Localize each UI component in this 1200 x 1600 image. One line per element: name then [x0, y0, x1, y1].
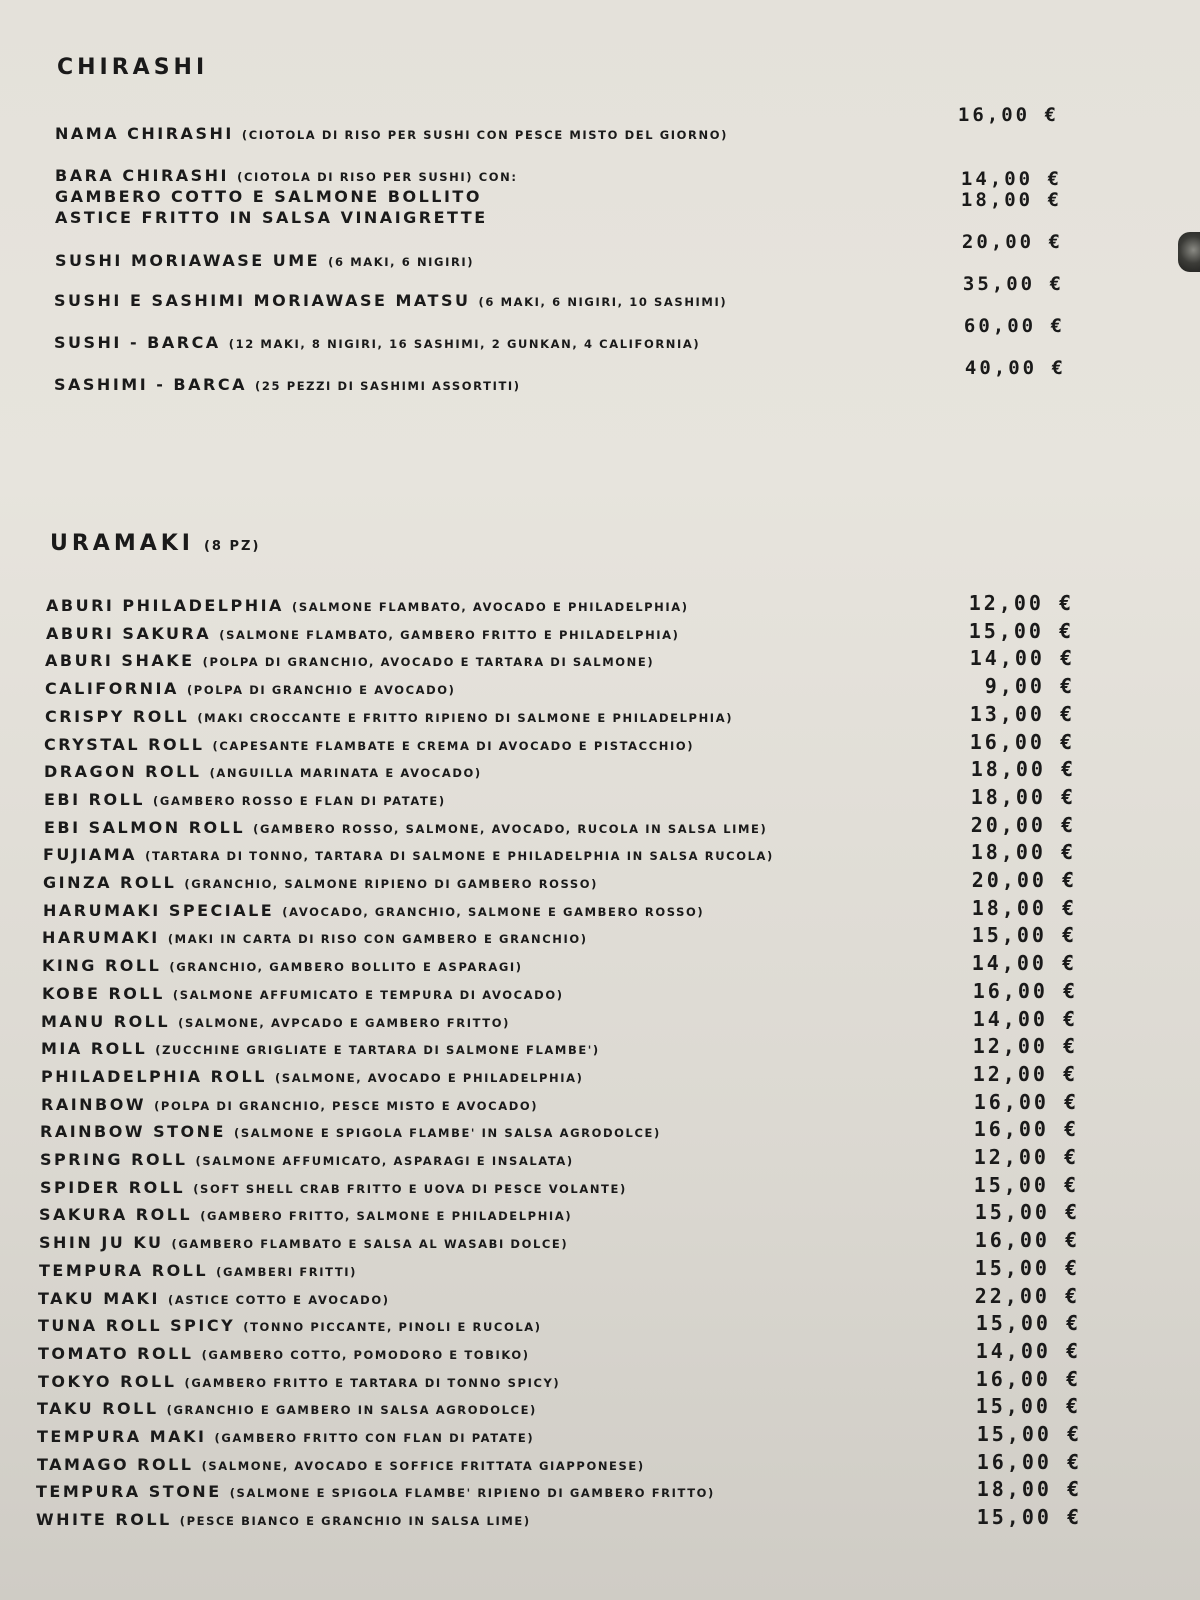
item-name: TEMPURA MAKI [37, 1427, 207, 1446]
item-name: SUSHI E SASHIMI MORIAWASE MATSU [54, 291, 471, 310]
item-price: 16,00 € [969, 729, 1075, 754]
item-price: 14,00 € [975, 1338, 1081, 1363]
menu-item [38, 1289, 390, 1310]
menu-item [54, 375, 521, 396]
item-description: (ZUCCHINE GRIGLIATE E TARTARA DI SALMONE FLAMBE') [155, 1043, 600, 1058]
menu-item [41, 1095, 538, 1116]
menu-item [36, 1482, 715, 1503]
item-name: TAKU ROLL [37, 1399, 159, 1419]
item-name: RAINBOW [41, 1094, 146, 1114]
item-price: 9,00 € [984, 674, 1075, 699]
item-description: (6 MAKI, 6 NIGIRI, 10 SASHIMI) [478, 295, 728, 309]
item-price: 18,00 € [970, 784, 1076, 809]
item-price: 16,00 € [975, 1366, 1081, 1391]
item-name: NAMA CHIRASHI [55, 124, 234, 143]
menu-item [45, 651, 654, 672]
menu-item [43, 901, 704, 922]
menu-item [36, 1510, 531, 1531]
item-name: HARUMAKI [42, 928, 160, 948]
item-description: (GAMBERO FLAMBATO E SALSA AL WASABI DOLCE) [171, 1237, 569, 1252]
item-price: 16,00 € [972, 978, 1078, 1003]
menu-item [44, 735, 694, 756]
item-price: 14,00 € [971, 951, 1077, 976]
menu-item [40, 1150, 574, 1171]
item-description: (GRANCHIO, GAMBERO BOLLITO E ASPARAGI) [169, 960, 523, 975]
section-title: URAMAKI [50, 531, 194, 556]
item-name: TUNA ROLL SPICY [38, 1316, 236, 1336]
item-price: 18,00 € [976, 1477, 1082, 1502]
item-name: MIA ROLL [41, 1039, 148, 1059]
item-description: (GAMBERO COTTO, POMODORO E TOBIKO) [201, 1347, 530, 1362]
item-description: (CIOTOLA DI RISO PER SUSHI CON PESCE MISTO DEL GIORNO) [241, 128, 728, 142]
item-name: BARA CHIRASHI [55, 166, 230, 185]
item-description: (PESCE BIANCO E GRANCHIO IN SALSA LIME) [179, 1514, 531, 1529]
item-name: TAKU MAKI [38, 1288, 160, 1308]
item-description: (GAMBERI FRITTI) [216, 1264, 358, 1279]
item-description: (GAMBERO ROSSO E FLAN DI PATATE) [153, 793, 446, 808]
menu-item [39, 1205, 572, 1226]
item-description: (12 MAKI, 8 NIGIRI, 16 SASHIMI, 2 GUNKAN, 4 CALIFORNIA) [228, 337, 701, 351]
menu-item [42, 984, 564, 1005]
item-description: (POLPA DI GRANCHIO, AVOCADO E TARTARA DI SALMONE) [202, 655, 655, 670]
item-name: SHIN JU KU [39, 1233, 164, 1253]
item-name: TEMPURA STONE [36, 1482, 222, 1502]
item-name: TEMPURA ROLL [39, 1260, 209, 1280]
item-description: (SALMONE E SPIGOLA FLAMBE' RIPIENO DI GAMBERO FRITTO) [229, 1486, 715, 1501]
menu-item [38, 1316, 542, 1337]
item-name: ASTICE FRITTO IN SALSA VINAIGRETTE [55, 208, 488, 227]
menu-item [41, 1067, 584, 1088]
item-name: EBI SALMON ROLL [44, 817, 246, 837]
item-name: SPIDER ROLL [40, 1177, 186, 1197]
item-name: TOKYO ROLL [38, 1371, 177, 1391]
item-price: 15,00 € [976, 1422, 1082, 1446]
item-description: (POLPA DI GRANCHIO E AVOCADO) [186, 683, 456, 698]
menu-item [46, 624, 680, 645]
item-price: 15,00 € [974, 1255, 1080, 1280]
item-price: 13,00 € [969, 701, 1075, 726]
menu-item [55, 251, 474, 272]
item-description: (TARTARA DI TONNO, TARTARA DI SALMONE E PHILADELPHIA IN SALSA RUCOLA) [145, 849, 774, 864]
menu-item [41, 1012, 510, 1033]
menu-item [37, 1455, 645, 1476]
item-name: HARUMAKI SPECIALE [43, 900, 275, 920]
item-description: (SALMONE FLAMBATO, AVOCADO E PHILADELPHIA) [292, 600, 689, 614]
item-name: CRISPY ROLL [45, 706, 190, 726]
item-price: 12,00 € [972, 1034, 1078, 1059]
item-price: 15,00 € [968, 618, 1074, 643]
item-description: (GAMBERO FRITTO CON FLAN DI PATATE) [214, 1431, 535, 1445]
item-name: GAMBERO COTTO E SALMONE BOLLITO [55, 187, 482, 206]
menu-item [45, 679, 456, 700]
item-price: 16,00 € [973, 1089, 1079, 1114]
section-subtitle: (8 PZ) [203, 539, 261, 554]
section-title-uramaki [50, 531, 260, 556]
item-price: 60,00 € [963, 315, 1065, 337]
item-price: 15,00 € [975, 1311, 1081, 1336]
item-price: 16,00 € [974, 1228, 1080, 1253]
menu-item [44, 818, 767, 839]
item-price: 16,00 € [976, 1449, 1082, 1474]
item-description: (GAMBERO FRITTO E TARTARA DI TONNO SPICY) [184, 1375, 561, 1390]
item-description: (SOFT SHELL CRAB FRITTO E UOVA DI PESCE VOLANTE) [193, 1181, 627, 1196]
menu-item [41, 1039, 600, 1060]
item-description: (GAMBERO FRITTO, SALMONE E PHILADELPHIA) [200, 1209, 573, 1224]
item-description: (SALMONE, AVOCADO E PHILADELPHIA) [274, 1070, 584, 1085]
item-description: (SALMONE, AVOCADO E SOFFICE FRITTATA GIAPPONESE) [201, 1458, 645, 1473]
menu-item [55, 208, 488, 228]
item-price: 16,00 € [973, 1117, 1079, 1142]
item-description: (TONNO PICCANTE, PINOLI E RUCOLA) [243, 1320, 542, 1335]
menu-item [54, 291, 727, 312]
menu-item [37, 1427, 534, 1448]
item-name: SASHIMI - BARCA [54, 375, 247, 394]
menu-item [45, 707, 733, 728]
item-description: (CAPESANTE FLAMBATE E CREMA DI AVOCADO E PISTACCHIO) [212, 738, 695, 753]
menu-item [54, 333, 700, 354]
item-description: (25 PEZZI DI SASHIMI ASSORTITI) [255, 379, 521, 393]
section-title-chirashi: CHIRASHI [57, 55, 209, 80]
item-price: 18,00 € [971, 895, 1077, 920]
item-price: 22,00 € [974, 1283, 1080, 1308]
menu-item [43, 873, 598, 894]
item-price: 14,00 € [972, 1006, 1078, 1031]
item-price: 20,00 € [970, 812, 1076, 837]
item-name: RAINBOW STONE [40, 1122, 226, 1142]
item-name: DRAGON ROLL [44, 762, 202, 782]
item-name: PHILADELPHIA ROLL [41, 1066, 267, 1086]
item-price: 15,00 € [974, 1200, 1080, 1225]
item-name: ABURI PHILADELPHIA [46, 596, 284, 615]
menu-item [38, 1372, 560, 1393]
item-name: MANU ROLL [41, 1011, 171, 1031]
item-description: (AVOCADO, GRANCHIO, SALMONE E GAMBERO ROSSO) [282, 904, 705, 919]
item-name: TOMATO ROLL [38, 1343, 194, 1363]
item-price: 35,00 € [962, 273, 1064, 295]
item-description: (ANGUILLA MARINATA E AVOCADO) [209, 766, 482, 781]
item-price: 12,00 € [973, 1145, 1079, 1169]
menu-item [38, 1344, 530, 1365]
menu-item [46, 596, 689, 617]
item-description: (SALMONE AFFUMICATO, ASPARAGI E INSALATA) [195, 1154, 574, 1168]
item-description: (POLPA DI GRANCHIO, PESCE MISTO E AVOCADO) [154, 1098, 539, 1113]
menu-item [40, 1122, 661, 1143]
item-description: (SALMONE FLAMBATO, GAMBERO FRITTO E PHILADELPHIA) [219, 627, 680, 642]
item-name: FUJIAMA [43, 845, 138, 865]
item-price: 40,00 € [964, 357, 1066, 379]
menu-item [39, 1233, 568, 1254]
item-description: (GRANCHIO, SALMONE RIPIENO DI GAMBERO ROSSO) [184, 877, 599, 891]
item-price: 15,00 € [976, 1505, 1082, 1530]
item-name: SUSHI - BARCA [54, 333, 221, 352]
item-name: SPRING ROLL [40, 1150, 188, 1169]
item-price: 18,00 € [970, 757, 1076, 782]
item-name: TAMAGO ROLL [37, 1454, 194, 1474]
item-price: 14,00 € [960, 168, 1062, 190]
item-name: CRYSTAL ROLL [44, 734, 205, 754]
item-description: (GRANCHIO E GAMBERO IN SALSA AGRODOLCE) [166, 1403, 537, 1418]
binder-ring-icon [1178, 232, 1200, 272]
item-name: ABURI SHAKE [45, 651, 195, 671]
item-price: 18,00 € [970, 840, 1076, 865]
item-price: 18,00 € [960, 189, 1062, 211]
item-price: 15,00 € [971, 923, 1077, 948]
item-description: (GAMBERO ROSSO, SALMONE, AVOCADO, RUCOLA IN SALSA LIME) [253, 821, 768, 836]
menu-item [44, 762, 482, 783]
item-price: 20,00 € [961, 231, 1063, 253]
menu-item [42, 956, 523, 977]
menu-item [44, 790, 446, 811]
item-name: EBI ROLL [44, 789, 145, 809]
item-price: 20,00 € [971, 868, 1077, 892]
item-description: (MAKI CROCCANTE E FRITTO RIPIENO DI SALMONE E PHILADELPHIA) [197, 710, 734, 725]
item-description: (SALMONE AFFUMICATO E TEMPURA DI AVOCADO) [172, 987, 564, 1002]
item-name: GINZA ROLL [43, 873, 177, 892]
item-name: SAKURA ROLL [39, 1205, 193, 1225]
item-price: 15,00 € [975, 1394, 1081, 1419]
menu-item [55, 124, 728, 145]
item-description: (ASTICE COTTO E AVOCADO) [167, 1292, 390, 1307]
item-name: KING ROLL [42, 956, 162, 976]
item-price: 12,00 € [972, 1061, 1078, 1086]
menu-item [37, 1399, 537, 1420]
item-description: (SALMONE, AVPCADO E GAMBERO FRITTO) [178, 1015, 510, 1030]
menu-item [40, 1178, 627, 1199]
item-price: 12,00 € [968, 591, 1074, 615]
item-name: WHITE ROLL [36, 1510, 172, 1530]
item-price: 16,00 € [957, 104, 1059, 126]
item-description: (MAKI IN CARTA DI RISO CON GAMBERO E GRANCHIO) [167, 932, 588, 947]
item-description: (SALMONE E SPIGOLA FLAMBE' IN SALSA AGRODOLCE) [234, 1126, 661, 1141]
item-description: (6 MAKI, 6 NIGIRI) [328, 255, 475, 269]
menu-item [55, 187, 482, 207]
item-name: KOBE ROLL [42, 983, 165, 1003]
menu-item [42, 928, 588, 949]
item-price: 15,00 € [973, 1172, 1079, 1197]
menu-item [55, 166, 518, 187]
item-name: CALIFORNIA [45, 679, 179, 699]
item-description: (CIOTOLA DI RISO PER SUSHI) CON: [237, 170, 518, 184]
item-name: SUSHI MORIAWASE UME [55, 251, 321, 270]
item-name: ABURI SAKURA [46, 623, 212, 643]
menu-item [39, 1261, 357, 1282]
menu-item [43, 845, 774, 866]
item-price: 14,00 € [969, 646, 1075, 671]
